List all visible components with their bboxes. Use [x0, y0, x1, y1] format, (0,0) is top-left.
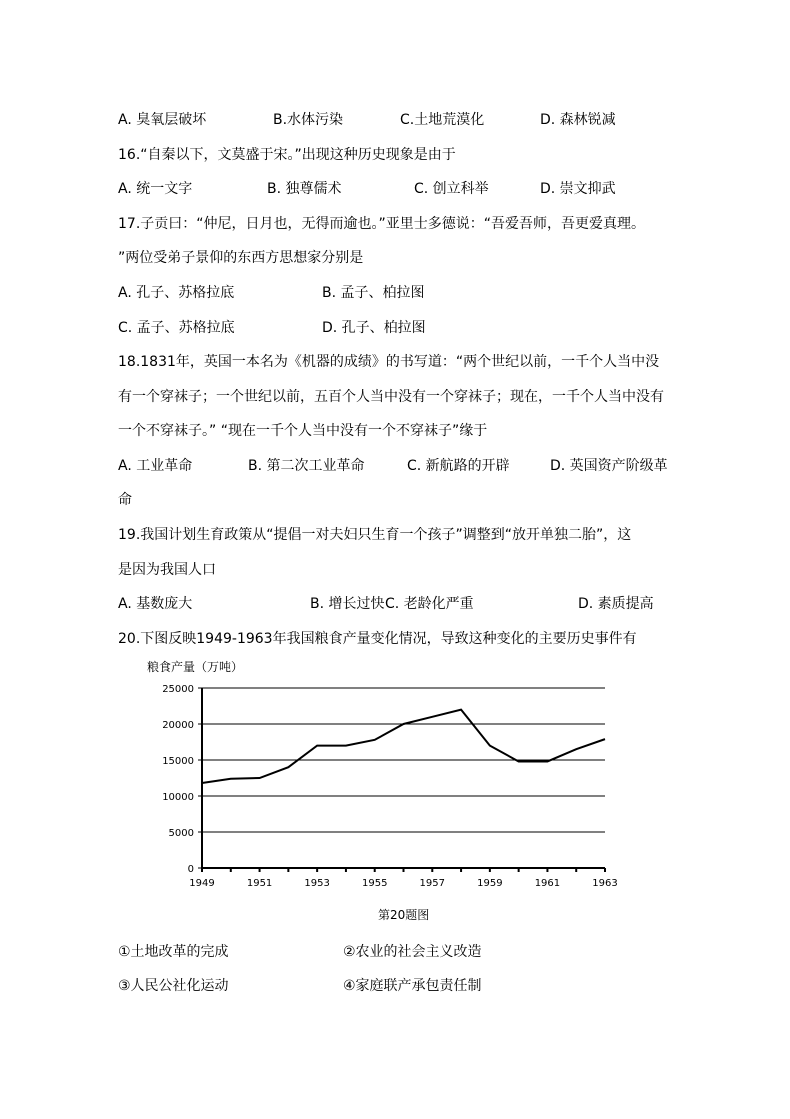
y-tick-label: 10000	[162, 792, 194, 803]
q18-stem-line2: 有一个穿袜子；一个世纪以前，五百个人当中没有一个穿袜子；现在，一千个人当中没有	[118, 389, 664, 405]
q18-option-d-wrap: 命	[118, 492, 132, 508]
q20-choice-2: ②农业的社会主义改造	[343, 944, 482, 960]
q17-option-b: B. 孟子、柏拉图	[322, 285, 425, 301]
q19-option-c: C. 老龄化严重	[385, 596, 474, 612]
x-tick-label: 1955	[361, 878, 388, 889]
x-tick-label: 1963	[592, 878, 618, 889]
x-tick-label: 1961	[534, 878, 561, 889]
q19-option-d: D. 素质提高	[578, 596, 654, 612]
q18-option-a: A. 工业革命	[118, 458, 193, 474]
chart-series-line	[202, 710, 605, 783]
q20-choice-4: ④家庭联产承包责任制	[343, 978, 482, 994]
q17-stem-line2: ”两位受弟子景仰的东西方思想家分别是	[118, 250, 364, 266]
q16-option-a: A. 统一文字	[118, 181, 193, 197]
q19-option-a: A. 基数庞大	[118, 596, 193, 612]
q20-stem: 20.下图反映1949-1963年我国粮食产量变化情况，导致这种变化的主要历史事件有	[118, 631, 637, 647]
q20-choice-3: ③人民公社化运动	[118, 978, 229, 994]
q16-option-b: B. 独尊儒术	[267, 181, 342, 197]
q15-option-a: A. 臭氧层破坏	[118, 112, 207, 128]
q17-option-a: A. 孔子、苏格拉底	[118, 285, 235, 301]
q15-option-c: C.土地荒漠化	[400, 112, 485, 128]
q18-option-d: D. 英国资产阶级革	[550, 458, 668, 474]
x-tick-label: 1959	[477, 878, 503, 889]
q16-option-d: D. 崇文抑武	[540, 181, 616, 197]
q18-option-c: C. 新航路的开辟	[407, 458, 510, 474]
chart-caption: 第20题图	[378, 908, 430, 922]
q15-option-d: D. 森林锐减	[540, 112, 616, 128]
y-tick-label: 15000	[162, 756, 194, 767]
x-tick-label: 1953	[304, 878, 330, 889]
q19-stem-line2: 是因为我国人口	[118, 562, 216, 578]
chart-y-axis-label: 粮食产量（万吨）	[147, 660, 244, 674]
q17-stem-line1: 17.子贡曰：“仲尼，日月也，无得而逾也。”亚里士多德说：“吾爱吾师，吾更爱真理。	[118, 216, 646, 232]
chart-y-ticks	[162, 684, 202, 875]
q20-choice-1: ①土地改革的完成	[118, 944, 229, 960]
q15-option-b: B.水体污染	[273, 112, 344, 128]
q19-stem-line1: 19.我国计划生育政策从“提倡一对夫妇只生育一个孩子”调整到“放开单独二胎”，这	[118, 527, 632, 543]
chart-gridlines	[202, 688, 605, 832]
y-tick-label: 5000	[168, 828, 194, 839]
y-tick-label: 0	[187, 864, 194, 875]
q16-option-c: C. 创立科举	[414, 181, 489, 197]
y-tick-label: 20000	[162, 720, 194, 731]
q17-option-c: C. 孟子、苏格拉底	[118, 320, 235, 336]
x-tick-label: 1949	[189, 878, 215, 889]
q16-stem: 16.“自秦以下，文莫盛于宋。”出现这种历史现象是由于	[118, 147, 456, 163]
x-tick-label: 1957	[419, 878, 446, 889]
y-tick-label: 25000	[162, 684, 194, 695]
q17-option-d: D. 孔子、柏拉图	[322, 320, 426, 336]
chart-x-ticks	[189, 868, 617, 889]
q18-stem-line1: 18.1831年，英国一本名为《机器的成绩》的书写道：“两个世纪以前，一千个人当中没	[118, 354, 660, 370]
q18-option-b: B. 第二次工业革命	[248, 458, 365, 474]
x-tick-label: 1951	[246, 878, 273, 889]
q19-option-b: B. 增长过快	[310, 596, 385, 612]
q18-stem-line3: 一个不穿袜子。” “现在一千个人当中没有一个不穿袜子”缘于	[118, 423, 488, 439]
